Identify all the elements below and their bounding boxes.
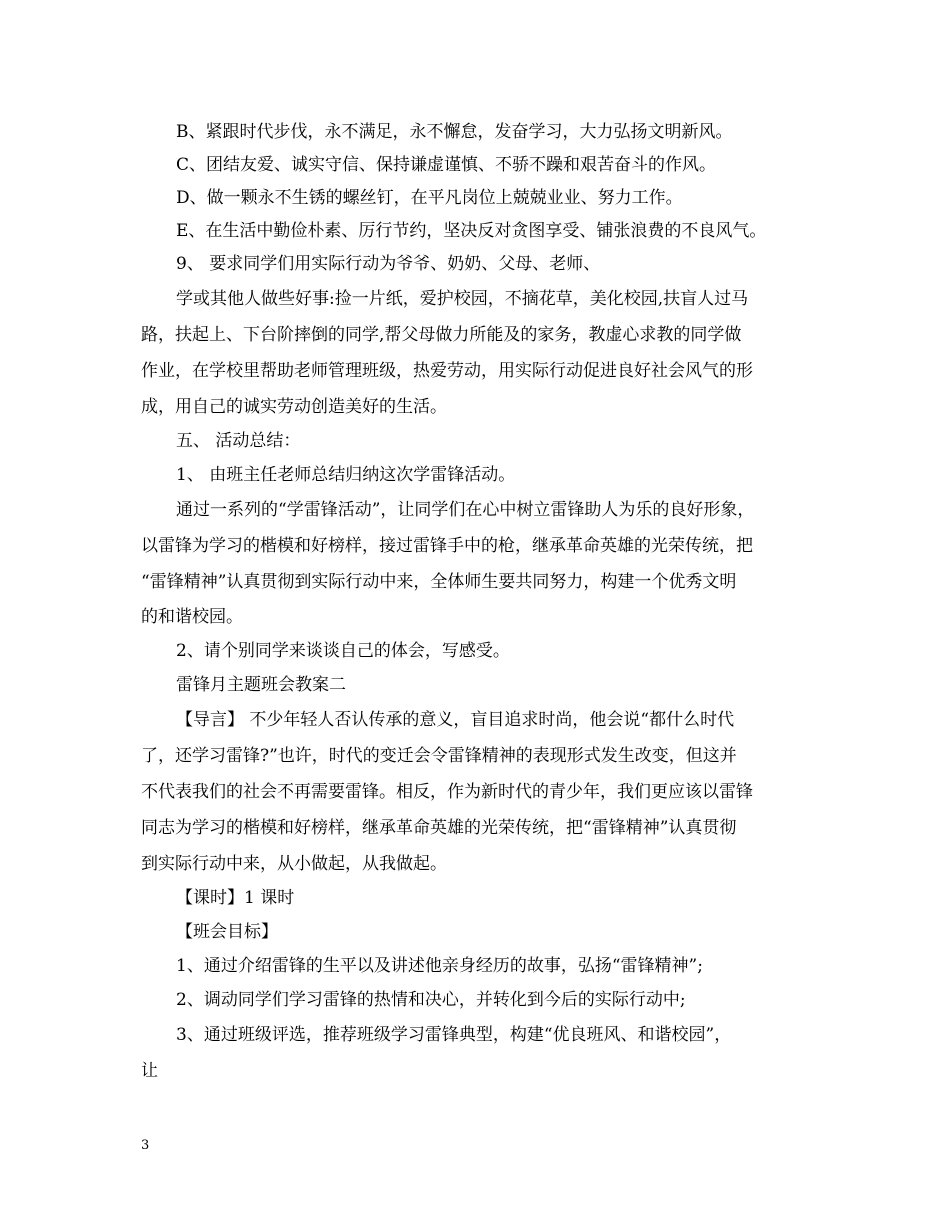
text-line: 成，用自己的诚实劳动创造美好的生活。 [141,397,447,417]
text-line: 1、通过介绍雷锋的生平以及讲述他亲身经历的故事，弘扬“雷锋精神”; [176,956,703,976]
text-line: 路，扶起上、下台阶摔倒的同学,帮父母做力所能及的家务，教虚心求教的同学做 [141,325,742,345]
text-line: 作业，在学校里帮助老师管理班级，热爱劳动，用实际行动促进良好社会风气的形 [141,361,753,381]
text-line: B、紧跟时代步伐，永不满足，永不懈怠，发奋学习，大力弘扬文明新风。 [176,122,733,142]
text-line: 【导言】 不少年轻人否认传承的意义，盲目追求时尚，他会说“都什么时代 [176,710,735,730]
text-line: C、团结友爱、诚实守信、保持谦虚谨慎、不骄不躁和艰苦奋斗的作风。 [176,155,717,175]
section-heading: 【班会目标】 [176,922,278,942]
text-line: 学或其他人做些好事:捡一片纸，爱护校园，不摘花草，美化校园,扶盲人过马 [176,289,749,309]
text-line: 通过一系列的“学雷锋活动”，让同学们在心中树立雷锋助人为乐的良好形象， [176,500,755,520]
section-heading: 五、 活动总结： [176,431,301,451]
text-line: “雷锋精神”认真贯彻到实际行动中来，全体师生要共同努力，构建一个优秀文明 [141,572,737,592]
text-line: 了，还学习雷锋?”也许，时代的变迁会令雷锋精神的表现形式发生改变，但这并 [141,746,737,766]
page-number: 3 [141,1138,150,1153]
text-line: 到实际行动中来，从小做起，从我做起。 [141,854,447,874]
text-line: 让 [141,1061,158,1081]
text-line: E、在生活中勤俭朴素、厉行节约，坚决反对贪图享受、铺张浪费的不良风气。 [176,221,767,241]
text-line: 1、 由班主任老师总结归纳这次学雷锋活动。 [176,465,516,485]
text-line: 不代表我们的社会不再需要雷锋。相反，作为新时代的青少年，我们更应该以雷锋 [141,782,753,802]
section-title: 雷锋月主题班会教案二 [176,675,346,695]
text-line: 以雷锋为学习的楷模和好榜样，接过雷锋手中的枪，继承革命英雄的光荣传统，把 [141,536,753,556]
text-line: 2、请个别同学来谈谈自己的体会，写感受。 [176,641,510,661]
text-line: D、做一颗永不生锈的螺丝钉，在平凡岗位上兢兢业业、努力工作。 [176,188,683,208]
text-line: 3、通过班级评选，推荐班级学习雷锋典型，构建“优良班风、和谐校园”， [176,1025,732,1045]
text-line: 的和谐校园。 [141,607,243,627]
text-line: 同志为学习的楷模和好榜样，继承革命英雄的光荣传统，把“雷锋精神”认真贯彻 [141,818,737,838]
text-line: 2、调动同学们学习雷锋的热情和决心，并转化到今后的实际行动中; [176,990,686,1010]
text-line: 【课时】1 课时 [176,888,295,908]
text-line: 9、 要求同学们用实际行动为爷爷、奶奶、父母、老师、 [176,254,601,274]
